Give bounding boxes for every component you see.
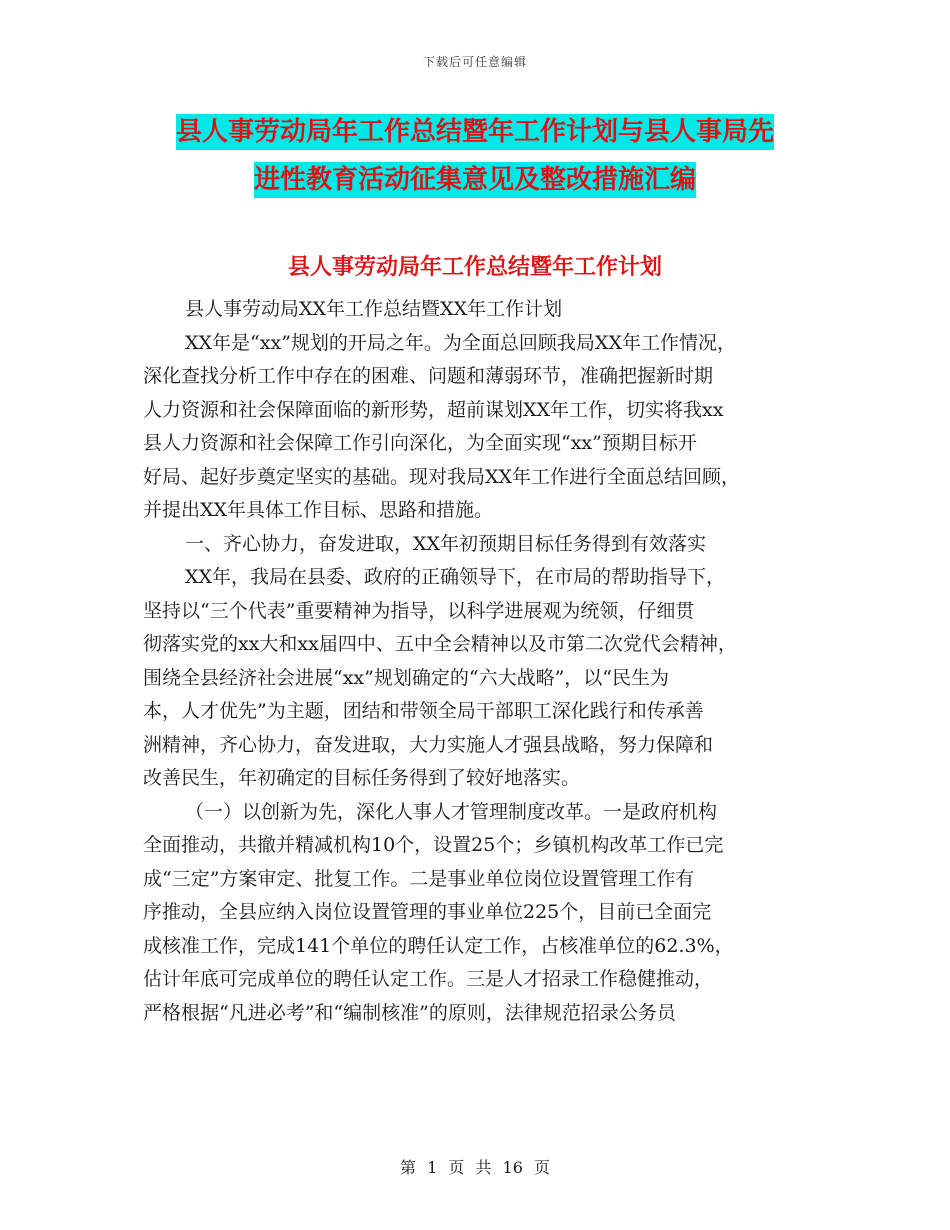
- body-line: 本，人才优先”为主题，团结和带领全局干部职工深化践行和传承善: [143, 700, 704, 722]
- body-line: 序推动，全县应纳入岗位设置管理的事业单位225个，目前已全面完: [143, 901, 712, 923]
- document-body: [143, 293, 823, 1030]
- body-line: 一、齐心协力，奋发进取，XX年初预期目标任务得到有效落实: [185, 532, 707, 555]
- main-title-line-2: 进性教育活动征集意见及整改措施汇编: [254, 162, 696, 198]
- body-line: 成核准工作，完成141个单位的聘任认定工作，占核准单位的62.3%，: [143, 934, 734, 957]
- body-line: 人力资源和社会保障面临的新形势，超前谋划XX年工作，切实将我xx: [143, 398, 724, 421]
- body-line: 并提出XX年具体工作目标、思路和措施。: [143, 499, 494, 521]
- body-line: 坚持以“三个代表”重要精神为指导，以科学进展观为统领，仔细贯: [143, 599, 695, 622]
- page-footer: 第 1 页 共 16 页: [400, 1158, 550, 1177]
- document-main-title: [0, 108, 950, 204]
- section-title: 县人事劳动局年工作总结暨年工作计划: [287, 255, 662, 280]
- body-line: 深化查找分析工作中存在的困难、问题和薄弱环节，准确把握新时期: [143, 365, 714, 387]
- body-line: 彻落实党的xx大和xx届四中、五中全会精神以及市第二次党代会精神，: [143, 633, 737, 655]
- body-line: XX年，我局在县委、政府的正确领导下，在市局的帮助指导下，: [185, 566, 726, 588]
- body-line: 洲精神，齐心协力，奋发进取，大力实施人才强县战略，努力保障和: [143, 733, 714, 756]
- body-line: 县人力资源和社会保障工作引向深化，为全面实现“xx”预期目标开: [143, 432, 697, 454]
- body-line: 改善民生，年初确定的目标任务得到了较好地落实。: [143, 767, 581, 789]
- body-line: 估计年底可完成单位的聘任认定工作。三是人才招录工作稳健推动，: [143, 968, 714, 990]
- main-title-line-1: 县人事劳动局年工作总结暨年工作计划与县人事局先: [176, 114, 774, 150]
- body-line: 好局、起好步奠定坚实的基础。现对我局XX年工作进行全面总结回顾，: [143, 465, 741, 488]
- body-line: （一）以创新为先，深化人事人才管理制度改革。一是政府机构: [185, 800, 718, 823]
- header-note: 下载后可任意编辑: [422, 55, 527, 69]
- body-line: XX年是“xx”规划的开局之年。为全面总回顾我局XX年工作情况，: [185, 331, 736, 354]
- body-line: 全面推动，共撤并精减机构10个，设置25个；乡镇机构改革工作已完: [143, 834, 724, 856]
- body-line: 成“三定”方案审定、批复工作。二是事业单位岗位设置管理工作有: [143, 867, 695, 890]
- body-line: 县人事劳动局XX年工作总结暨XX年工作计划: [185, 298, 563, 320]
- body-line: 严格根据“凡进必考”和“编制核准”的原则，法律规范招录公务员: [143, 1001, 676, 1024]
- body-line: 围绕全县经济社会进展“xx”规划确定的“六大战略”，以“民生为: [143, 666, 669, 689]
